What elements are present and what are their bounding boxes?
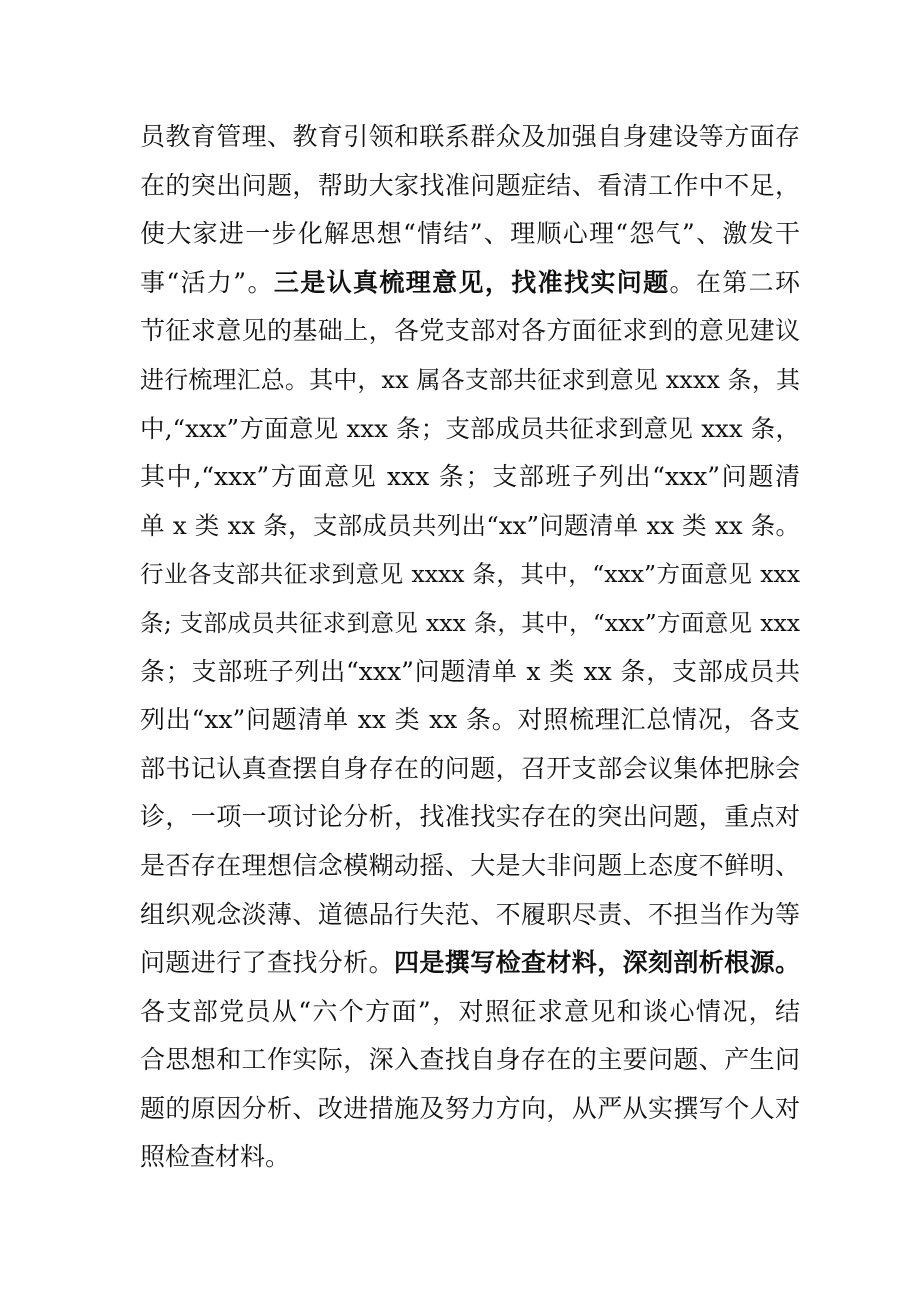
text-line [140, 453, 800, 502]
text-line [140, 259, 800, 308]
body-text: 员教育管理、教育引领和联系群众及加强自身建设等方面存 [140, 122, 800, 151]
body-text: 使大家进一步化解思想“情结”、理顺心理“怨气”、激发干 [140, 219, 800, 249]
text-line [140, 307, 800, 356]
text-line [140, 793, 800, 842]
text-line [140, 1036, 800, 1085]
body-text: 题的原因分析、改进措施及努力方向，从严从实撰写个人对 [140, 1093, 800, 1123]
body-text: 行业各支部共征求到意见 xxxx 条，其中，“xxx”方面意见 xxx [140, 560, 800, 589]
text-line [140, 842, 800, 891]
text-line [140, 550, 800, 599]
body-text: 中,“xxx”方面意见 xxx 条；支部成员共征求到意见 xxx 条， [140, 413, 800, 443]
body-text: 问题进行了查找分析。 [140, 948, 394, 978]
body-text: 列出“xx”问题清单 xx 类 xx 条。对照梳理汇总情况，各支 [140, 705, 800, 735]
text-line [140, 210, 800, 259]
body-text: 各支部党员从“六个方面”，对照征求意见和谈心情况，结 [140, 996, 800, 1026]
text-line [140, 113, 800, 162]
body-text: 条；支部班子列出“xxx”问题清单 x 类 xx 条，支部成员共 [140, 656, 800, 686]
body-text: 其中,“xxx”方面意见 xxx 条；支部班子列出“xxx”问题清 [140, 462, 800, 492]
text-line [140, 1085, 800, 1134]
body-text: 条; 支部成员共征求到意见 xxx 条，其中，“xxx”方面意见 xxx [140, 608, 800, 637]
body-text: 部书记认真查摆自身存在的问题，召开支部会议集体把脉会 [140, 753, 800, 783]
text-line [140, 891, 800, 940]
text-line [140, 988, 800, 1037]
text-line [140, 356, 800, 405]
text-line [140, 696, 800, 745]
bold-heading-text: 四是撰写检查材料，深刻剖析根源。 [394, 948, 800, 978]
text-line [140, 162, 800, 211]
text-line [140, 939, 800, 988]
text-line [140, 648, 800, 697]
text-line [140, 745, 800, 794]
bold-heading-text: 三是认真梳理意见，找准找实问题 [273, 267, 670, 297]
body-text: 组织观念淡薄、道德品行失范、不履职尽责、不担当作为等 [140, 899, 800, 929]
body-text: 照检查材料。 [140, 1142, 291, 1172]
body-text: 节征求意见的基础上，各党支部对各方面征求到的意见建议 [140, 316, 800, 346]
text-line [140, 599, 800, 648]
body-text: 合思想和工作实际，深入查找自身存在的主要问题、产生问 [140, 1045, 800, 1075]
body-text: 事“活力”。 [140, 267, 274, 297]
body-paragraph [140, 113, 800, 1182]
body-text: 进行梳理汇总。其中，xx 属各支部共征求到意见 xxxx 条，其 [140, 365, 800, 394]
text-line [140, 1133, 800, 1182]
body-text: 。在第二环 [669, 267, 800, 297]
body-text: 是否存在理想信念模糊动摇、大是大非问题上态度不鲜明、 [140, 850, 800, 880]
body-text: 单 x 类 xx 条，支部成员共列出“xx”问题清单 xx 类 xx 条。 [140, 510, 800, 540]
body-text: 在的突出问题，帮助大家找准问题症结、看清工作中不足， [140, 170, 800, 200]
text-line [140, 502, 800, 551]
text-line [140, 405, 800, 454]
body-text: 诊，一项一项讨论分析，找准找实存在的突出问题，重点对 [140, 802, 800, 832]
